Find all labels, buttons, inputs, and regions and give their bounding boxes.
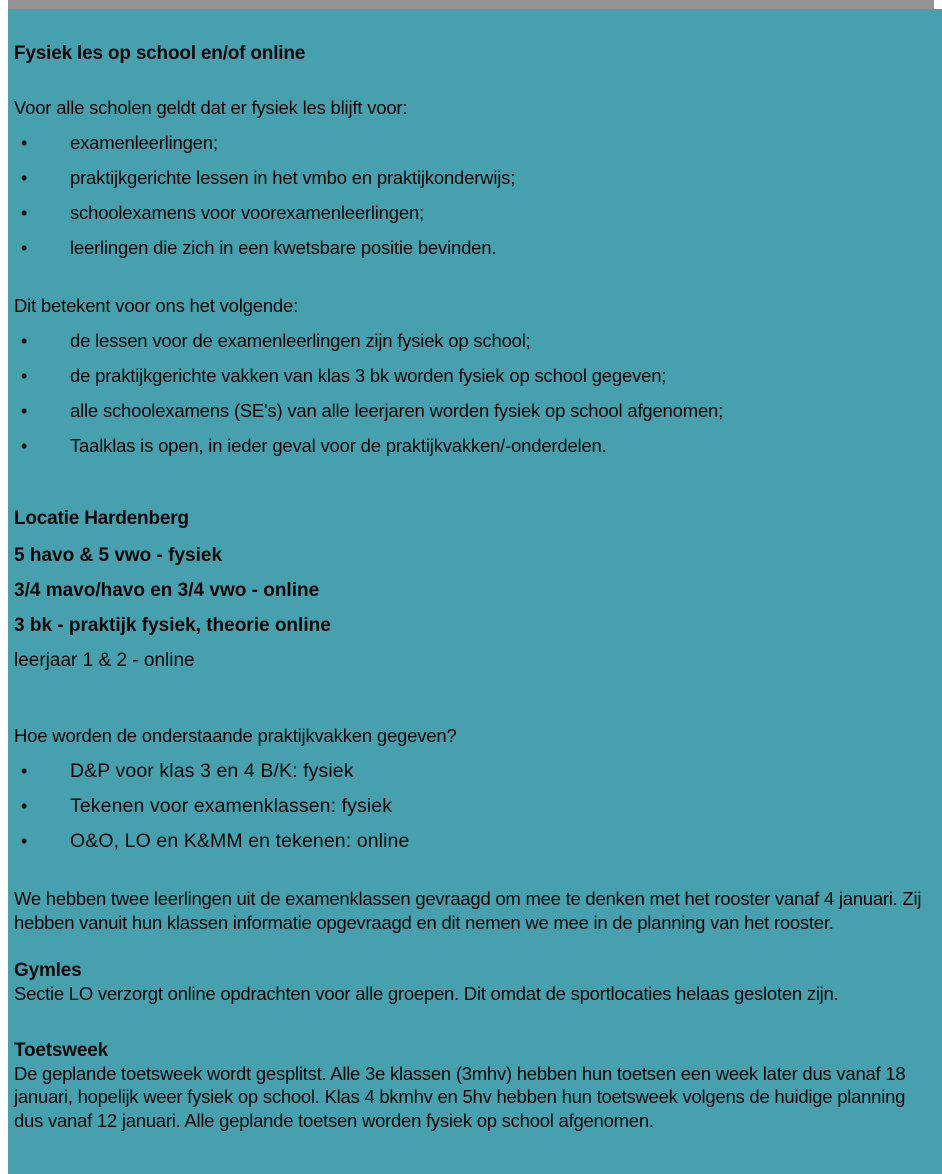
bullet-icon: • (21, 796, 28, 816)
list-item (14, 435, 930, 457)
list-item-label: praktijkgerichte lessen in het vmbo en praktijkonderwijs; (70, 167, 516, 188)
list-item (14, 167, 930, 189)
list-item-label: schoolexamens voor voorexamenleerlingen; (70, 202, 424, 223)
praktijkvakken-intro: Hoe worden de onderstaande praktijkvakken gegeven? (14, 725, 457, 746)
left-gutter (0, 9, 8, 1174)
locatie-hardenberg-heading: Locatie Hardenberg (14, 508, 189, 529)
bullet-icon: • (21, 168, 28, 188)
locatie-line: leerjaar 1 & 2 - online (14, 650, 195, 671)
list-item-label: O&O, LO en K&MM en tekenen: online (70, 830, 410, 852)
bullet-icon: • (21, 331, 28, 351)
gymles-heading: Gymles (14, 960, 82, 981)
consequences-intro: Dit betekent voor ons het volgende: (14, 295, 299, 316)
list-item-label: Taalklas is open, in ieder geval voor de praktijkvakken/-onderdelen. (70, 435, 607, 456)
toetsweek-heading: Toetsweek (14, 1039, 108, 1061)
bullet-icon: • (21, 436, 28, 456)
list-item (14, 237, 930, 259)
list-item (14, 132, 930, 154)
bullet-icon: • (21, 203, 28, 223)
locatie-line: 3 bk - praktijk fysiek, theorie online (14, 615, 331, 636)
list-item-label: de lessen voor de examenleerlingen zijn fysiek op school; (70, 330, 531, 351)
bullet-icon: • (21, 366, 28, 386)
locatie-line: 5 havo & 5 vwo - fysiek (14, 545, 223, 566)
list-item-label: D&P voor klas 3 en 4 B/K: fysiek (70, 760, 354, 782)
bullet-icon: • (21, 238, 28, 258)
list-item (14, 760, 930, 782)
list-item (14, 400, 930, 422)
list-item (14, 365, 930, 387)
list-item-label: Tekenen voor examenklassen: fysiek (70, 795, 393, 817)
locatie-line: 3/4 mavo/havo en 3/4 vwo - online (14, 580, 320, 601)
list-item (14, 202, 930, 224)
list-item (14, 795, 930, 817)
bullet-icon: • (21, 401, 28, 421)
list-item-label: leerlingen die zich in een kwetsbare positie bevinden. (70, 237, 497, 258)
rooster-paragraph: We hebben twee leerlingen uit de examenklassen gevraagd om mee te denken met het rooster vanaf 4 januari. Zij hebben vanuit hun klassen informatie opgevraagd en dit nemen we mee in de planning van het rooster. (14, 888, 922, 933)
list-item-label: alle schoolexamens (SE's) van alle leerjaren worden fysiek op school afgenomen; (70, 400, 724, 421)
document-content-panel (8, 9, 942, 1174)
bullet-icon: • (21, 761, 28, 781)
list-item (14, 830, 930, 852)
gymles-body: Sectie LO verzorgt online opdrachten voor alle groepen. Dit omdat de sportlocaties helaas gesloten zijn. (14, 983, 839, 1004)
list-item-label: examenleerlingen; (70, 132, 218, 153)
top-grey-band (8, 0, 934, 9)
list-item-label: de praktijkgerichte vakken van klas 3 bk worden fysiek op school gegeven; (70, 365, 667, 386)
list-item (14, 330, 930, 352)
toetsweek-body: De geplande toetsweek wordt gesplitst. Alle 3e klassen (3mhv) hebben hun toetsen een week later dus vanaf 18 januari, hopelijk weer fysiek op school. Klas 4 bkmhv en 5hv hebben hun toetsweek volgens de huidige planning dus vanaf 12 januari. Alle geplande toetsen worden fysiek op school afgenomen. (14, 1062, 906, 1131)
physical-lessons-bullet-list (14, 132, 930, 259)
bullet-icon: • (21, 831, 28, 851)
consequences-bullet-list (14, 330, 930, 457)
physical-lessons-intro: Voor alle scholen geldt dat er fysiek les blijft voor: (14, 97, 408, 118)
page-title: Fysiek les op school en/of online (14, 43, 306, 64)
praktijkvakken-bullet-list (14, 760, 930, 852)
bullet-icon: • (21, 133, 28, 153)
